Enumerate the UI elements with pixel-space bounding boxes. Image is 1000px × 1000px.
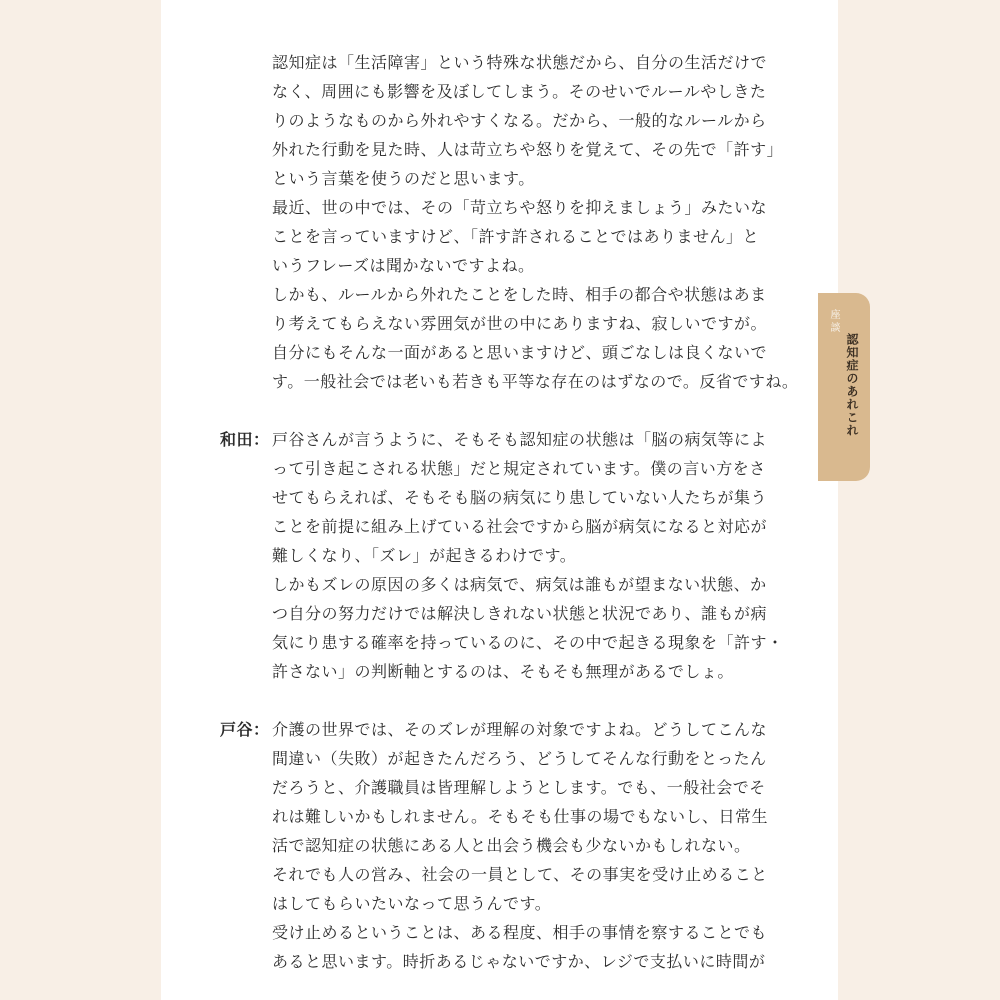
text-line: 介護の世界では、そのズレが理解の対象ですよね。どうしてこんな <box>272 720 768 739</box>
text-line: 気にり患する確率を持っているのに、その中で起きる現象を「許す・ <box>272 633 784 652</box>
tab-category: 座談 <box>828 309 839 335</box>
text-line: しかも、ルールから外れたことをした時、相手の都合や状態はあま <box>272 285 767 304</box>
text-line: って引き起こされる状態」だと規定されています。僕の言い方をさ <box>272 459 766 478</box>
paragraph <box>161 425 802 686</box>
speech-block <box>161 715 838 976</box>
paragraph <box>161 715 802 976</box>
document-page <box>161 0 838 1000</box>
text-line: せてもらえれば、そもそも脳の病気にり患していない人たちが集う <box>272 488 768 507</box>
text-line: 間違い（失敗）が起きたんだろう、どうしてそんな行動をとったん <box>272 749 767 768</box>
text-line: はしてもらいたいなって思うんです。 <box>272 894 552 913</box>
text-line: れは難しいかもしれません。そもそも仕事の場でもないし、日常生 <box>272 807 768 826</box>
text-line: 外れた行動を見た時、人は苛立ちや怒りを覚えて、その先で「許す」 <box>272 140 784 159</box>
text-line: りのようなものから外れやすくなる。だから、一般的なルールから <box>272 111 767 130</box>
text-line: つ自分の努力だけでは解決しきれない状態と状況であり、誰もが病 <box>272 604 768 623</box>
text-line: あると思います。時折あるじゃないですか、レジで支払いに時間が <box>272 952 766 971</box>
text-line: 戸谷さんが言うように、そもそも認知症の状態は「脳の病気等によ <box>272 430 768 449</box>
text-line: 認知症は「生活障害」という特殊な状態だから、自分の生活だけで <box>272 53 768 72</box>
paragraph-gap <box>161 686 838 715</box>
text-line: り考えてもらえない雰囲気が世の中にありますね、寂しいですが。 <box>272 314 768 333</box>
text-line: だろうと、介護職員は皆理解しようとします。でも、一般社会でそ <box>272 778 766 797</box>
section-tab[interactable] <box>818 293 870 481</box>
text-line: す。一般社会では老いも若きも平等な存在のはずなので。反省ですね。 <box>272 372 799 391</box>
speech-block <box>161 48 838 396</box>
text-line: 許さない」の判断軸とするのは、そもそも無理があるでしょ。 <box>272 662 734 681</box>
text-line: 難しくなり、「ズレ」が起きるわけです。 <box>272 546 577 565</box>
text-line: いうフレーズは聞かないですよね。 <box>272 256 535 275</box>
text-line: なく、周囲にも影響を及ぼしてしまう。そのせいでルールやしきた <box>272 82 767 101</box>
text-line: 自分にもそんな一面があると思いますけど、頭ごなしは良くないで <box>272 343 768 362</box>
text-line: ことを前提に組み上げている社会ですから脳が病気になると対応が <box>272 517 768 536</box>
text-line: という言葉を使うのだと思います。 <box>272 169 535 188</box>
text-line: ことを言っていますけど、「許す許されることではありません」と <box>272 227 760 246</box>
article-body <box>161 48 838 976</box>
speaker-name: 戸谷： <box>220 720 270 739</box>
paragraph-gap <box>161 396 838 425</box>
text-line: 活で認知症の状態にある人と出会う機会も少ないかもしれない。 <box>272 836 751 855</box>
speech-block <box>161 425 838 686</box>
text-line: 受け止めるということは、ある程度、相手の事情を察することでも <box>272 923 768 942</box>
speaker-name: 和田： <box>220 430 270 449</box>
tab-title: 認知症のあれこれ <box>845 333 859 437</box>
text-line: それでも人の営み、社会の一員として、その事実を受け止めること <box>272 865 768 884</box>
text-line: 最近、世の中では、その「苛立ちや怒りを抑えましょう」みたいな <box>272 198 768 217</box>
paragraph <box>161 48 802 396</box>
text-line: しかもズレの原因の多くは病気で、病気は誰もが望まない状態、か <box>272 575 767 594</box>
